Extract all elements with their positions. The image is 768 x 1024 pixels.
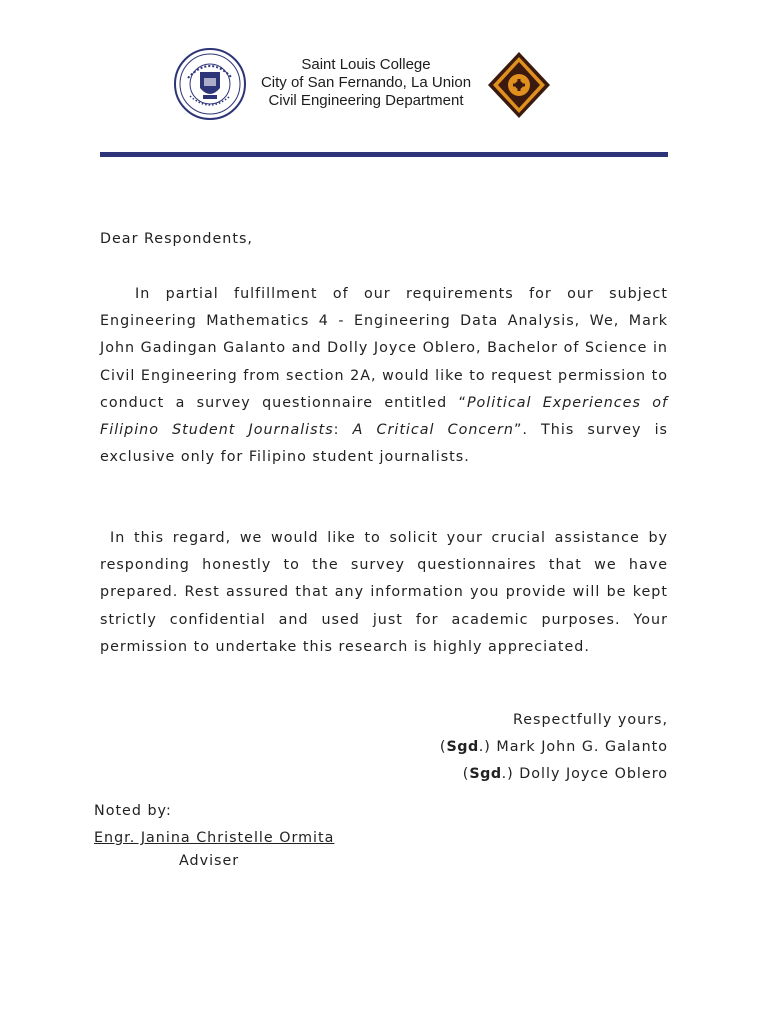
signer-1 xyxy=(440,734,668,761)
signer-2-open: ( xyxy=(462,766,470,782)
p1-text-b: ”. This survey is exclusive only for Filipino student journalists. xyxy=(100,422,669,466)
institution-name xyxy=(250,56,482,110)
header-line-2: City of San Fernando, La Union xyxy=(260,74,472,91)
closing: Respectfully yours, xyxy=(512,712,668,728)
adviser-name: Engr. Janina Christelle Ormita xyxy=(94,830,335,846)
signer-1-open: ( xyxy=(439,739,447,755)
p1-text-a: In partial fulfillment of our requirements for our subject Engineering Mathematics 4 - Engineering Data Analysis, We, Mark John Gadingan Galanto and Dolly Joyce Oblero, Bachelor of Science in Civil Engineering from section 2A, would like to request permission to conduct a survey questionnaire entitled “ xyxy=(100,286,668,411)
signature-block xyxy=(440,707,668,788)
p1-colon: : xyxy=(333,422,353,439)
signer-2-name: .) Dolly Joyce Oblero xyxy=(501,766,668,782)
survey-title-part-b: A Critical Concern xyxy=(352,422,514,439)
noted-by-block xyxy=(94,798,334,870)
noted-label: Noted by: xyxy=(94,803,172,819)
paragraph-assistance: In this regard, we would like to solicit your crucial assistance by responding honestly to the survey questionnaires that we have prepared. Rest assured that any information you provide will be kept strictly confidential and used just for academic purposes. Your permission to undertake this research is highly appreciated. xyxy=(100,530,668,655)
header-divider xyxy=(100,152,668,157)
saint-louis-college-seal-icon xyxy=(174,48,246,120)
signer-1-sgd: Sgd xyxy=(446,739,479,755)
header-line-3: Civil Engineering Department xyxy=(268,92,464,109)
header-line-1: Saint Louis College xyxy=(301,56,431,73)
signer-2-sgd: Sgd xyxy=(469,766,502,782)
civil-engineering-society-logo-icon xyxy=(486,50,552,120)
signer-1-name: .) Mark John G. Galanto xyxy=(478,739,668,755)
survey-title-part-a: Political Experiences of Filipino Student Journalists xyxy=(100,394,669,439)
letterhead xyxy=(0,48,768,128)
paragraph-request xyxy=(100,281,668,471)
greeting: Dear Respondents, xyxy=(100,231,253,247)
adviser-role: Adviser xyxy=(179,853,240,869)
signer-2 xyxy=(440,761,668,788)
